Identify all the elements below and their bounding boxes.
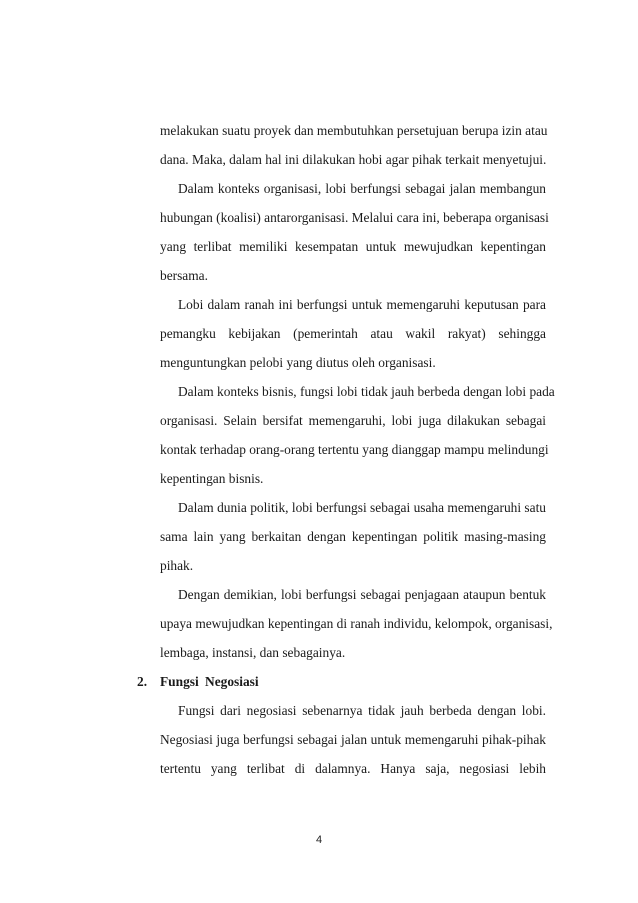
text-line: hubungan (koalisi) antarorganisasi. Melalui cara ini, beberapa organisasi: [160, 210, 549, 225]
text-line: sama lain yang berkaitan dengan kepentingan politik masing-masing: [160, 529, 546, 544]
text-line: organisasi. Selain bersifat memengaruhi, lobi juga dilakukan sebagai: [160, 413, 546, 428]
section-number: 2.: [137, 674, 148, 689]
text-line: yang terlibat memiliki kesempatan untuk mewujudkan kepentingan: [160, 239, 546, 254]
paragraph-start-line: Lobi dalam ranah ini berfungsi untuk memengaruhi keputusan para: [178, 297, 546, 312]
paragraph-start-line: Dalam konteks bisnis, fungsi lobi tidak jauh berbeda dengan lobi pada: [178, 384, 555, 399]
page-number: 4: [315, 834, 323, 846]
paragraph-start-line: Fungsi dari negosiasi sebenarnya tidak jauh berbeda dengan lobi.: [178, 703, 546, 718]
text-line: lembaga, instansi, dan sebagainya.: [160, 645, 346, 660]
text-line: bersama.: [160, 268, 208, 283]
text-line: upaya mewujudkan kepentingan di ranah individu, kelompok, organisasi,: [160, 616, 553, 631]
text-line: menguntungkan pelobi yang diutus oleh organisasi.: [160, 355, 436, 370]
text-line: Negosiasi juga berfungsi sebagai jalan untuk memengaruhi pihak-pihak: [160, 732, 546, 747]
paragraph-start-line: Dengan demikian, lobi berfungsi sebagai penjagaan ataupun bentuk: [178, 587, 546, 602]
text-line: dana. Maka, dalam hal ini dilakukan hobi agar pihak terkait menyetujui.: [160, 152, 547, 167]
text-line: kepentingan bisnis.: [160, 471, 264, 486]
text-line: kontak terhadap orang-orang tertentu yang dianggap mampu melindungi: [160, 442, 549, 457]
text-line: pihak.: [160, 558, 194, 573]
text-line: tertentu yang terlibat di dalamnya. Hanya saja, negosiasi lebih: [160, 761, 546, 776]
paragraph-start-line: Dalam konteks organisasi, lobi berfungsi sebagai jalan membangun: [178, 181, 546, 196]
paragraph-start-line: Dalam dunia politik, lobi berfungsi sebagai usaha memengaruhi satu: [178, 500, 546, 515]
text-line: melakukan suatu proyek dan membutuhkan persetujuan berupa izin atau: [160, 123, 548, 138]
section-heading: Fungsi Negosiasi: [160, 674, 259, 689]
text-line: pemangku kebijakan (pemerintah atau wakil rakyat) sehingga: [160, 326, 546, 341]
